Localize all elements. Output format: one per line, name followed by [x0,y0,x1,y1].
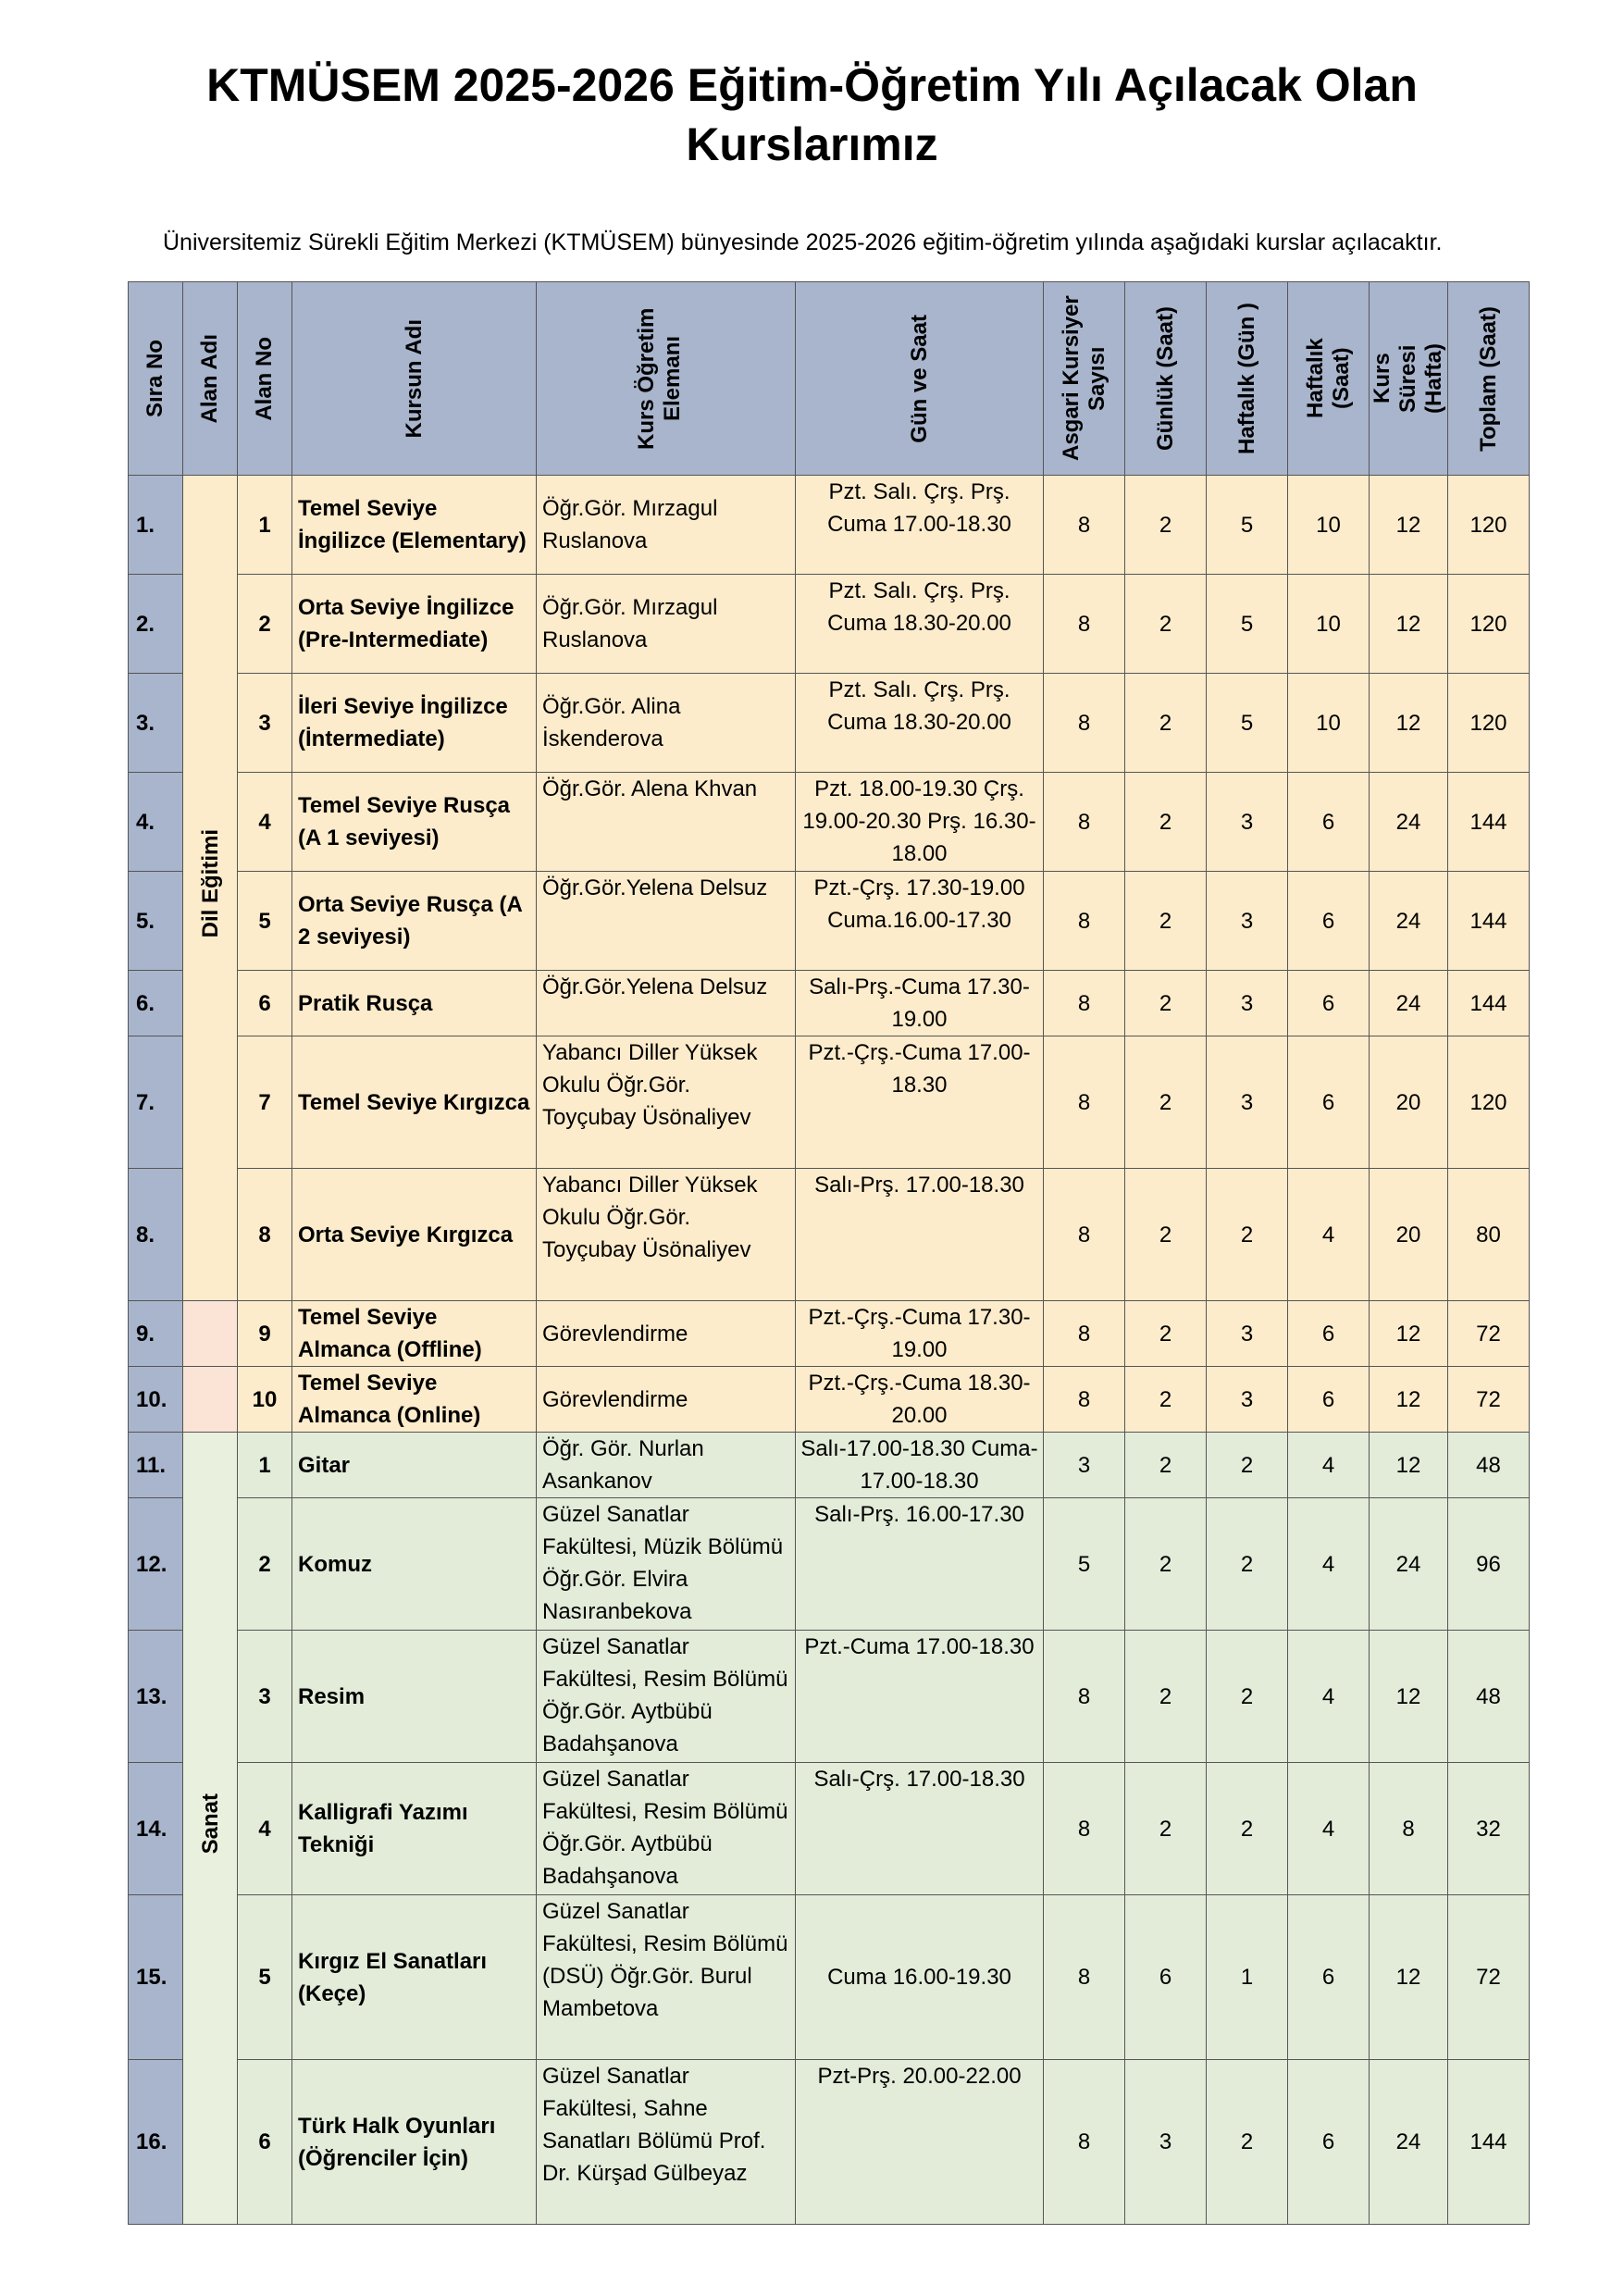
alan-adi-empty [183,1301,238,1367]
header-sira-no: Sıra No [129,282,183,476]
row-kurs-suresi: 12 [1370,1895,1448,2060]
title-line-1: KTMÜSEM 2025-2026 Eğitim-Öğretim Yılı Açılacak Olan [206,59,1418,111]
row-kurs-adi: Gitar [292,1433,537,1498]
row-ogretim-elemani: Öğr.Gör. Alena Khvan [537,773,796,872]
row-sira: 12. [129,1498,183,1631]
row-asgari: 8 [1044,476,1125,575]
row-haftalik-saat: 4 [1288,1433,1370,1498]
row-haftalik-gun: 3 [1207,1367,1288,1433]
alan-adi-empty [183,1367,238,1433]
header-alan-adi: Alan Adı [183,282,238,476]
row-gunluk: 2 [1125,674,1207,773]
row-toplam: 48 [1448,1433,1530,1498]
row-kurs-suresi: 24 [1370,872,1448,971]
row-kurs-suresi: 12 [1370,674,1448,773]
table-row [129,575,1530,674]
row-gun-saat: Pzt.-Çrş.-Cuma 17.30-19.00 [796,1301,1044,1367]
row-ogretim-elemani: Güzel Sanatlar Fakültesi, Resim Bölümü Öğr.Gör. Aytbübü Badahşanova [537,1763,796,1895]
row-haftalik-gun: 2 [1207,1169,1288,1301]
row-kurs-adi: Kalligrafi Yazımı Tekniği [292,1763,537,1895]
row-haftalik-gun: 2 [1207,1433,1288,1498]
row-kurs-adi: Temel Seviye Rusça (A 1 seviyesi) [292,773,537,872]
row-haftalik-gun: 5 [1207,575,1288,674]
row-toplam: 120 [1448,674,1530,773]
row-toplam: 120 [1448,476,1530,575]
row-sira: 4. [129,773,183,872]
row-kurs-suresi: 12 [1370,1631,1448,1763]
row-haftalik-saat: 6 [1288,773,1370,872]
row-gunluk: 2 [1125,575,1207,674]
row-kurs-suresi: 24 [1370,2060,1448,2225]
header-ogretim-elemani: Kurs Öğretim Elemanı [537,282,796,476]
row-alan-no: 3 [238,674,292,773]
row-ogretim-elemani: Öğr.Gör.Yelena Delsuz [537,971,796,1036]
row-ogretim-elemani: Yabancı Diller Yüksek Okulu Öğr.Gör. Toyçubay Üsönaliyev [537,1036,796,1169]
row-haftalik-gun: 3 [1207,1036,1288,1169]
row-sira: 8. [129,1169,183,1301]
header-kurs-suresi: Kurs Süresi (Hafta) [1370,282,1448,476]
row-asgari: 8 [1044,872,1125,971]
row-gun-saat: Pzt. 18.00-19.30 Çrş. 19.00-20.30 Prş. 16.30-18.00 [796,773,1044,872]
row-haftalik-saat: 6 [1288,2060,1370,2225]
table-row [129,476,1530,575]
row-haftalik-gun: 2 [1207,1498,1288,1631]
row-haftalik-saat: 4 [1288,1498,1370,1631]
row-toplam: 144 [1448,2060,1530,2225]
row-ogretim-elemani: Öğr.Gör. Mırzagul Ruslanova [537,476,796,575]
row-haftalik-saat: 10 [1288,674,1370,773]
alan-adi-sanat: Sanat [183,1433,238,2225]
title-line-2: Kurslarımız [686,118,938,170]
row-gunluk: 2 [1125,1498,1207,1631]
row-asgari: 8 [1044,1301,1125,1367]
row-sira: 6. [129,971,183,1036]
courses-table [128,281,1530,2225]
row-alan-no: 4 [238,1763,292,1895]
row-kurs-suresi: 8 [1370,1763,1448,1895]
row-sira: 7. [129,1036,183,1169]
row-gunluk: 3 [1125,2060,1207,2225]
table-row [129,1301,1530,1367]
row-toplam: 72 [1448,1895,1530,2060]
row-alan-no: 1 [238,476,292,575]
header-asgari: Asgari Kursiyer Sayısı [1044,282,1125,476]
row-gun-saat: Salı-Prş.-Cuma 17.30-19.00 [796,971,1044,1036]
row-haftalik-saat: 6 [1288,1036,1370,1169]
row-haftalik-gun: 2 [1207,1631,1288,1763]
row-kurs-adi: İleri Seviye İngilizce (İntermediate) [292,674,537,773]
row-alan-no: 10 [238,1367,292,1433]
table-row [129,1433,1530,1498]
row-gunluk: 6 [1125,1895,1207,2060]
row-ogretim-elemani: Güzel Sanatlar Fakültesi, Müzik Bölümü Öğr.Gör. Elvira Nasıranbekova [537,1498,796,1631]
row-alan-no: 1 [238,1433,292,1498]
row-gunluk: 2 [1125,1169,1207,1301]
row-kurs-adi: Temel Seviye İngilizce (Elementary) [292,476,537,575]
row-haftalik-saat: 4 [1288,1169,1370,1301]
row-haftalik-gun: 3 [1207,971,1288,1036]
table-row [129,2060,1530,2225]
row-alan-no: 2 [238,575,292,674]
row-haftalik-gun: 1 [1207,1895,1288,2060]
row-kurs-adi: Temel Seviye Kırgızca [292,1036,537,1169]
row-asgari: 8 [1044,674,1125,773]
row-gun-saat: Salı-17.00-18.30 Cuma-17.00-18.30 [796,1433,1044,1498]
row-gunluk: 2 [1125,476,1207,575]
table-row [129,1169,1530,1301]
row-kurs-adi: Türk Halk Oyunları (Öğrenciler İçin) [292,2060,537,2225]
row-gun-saat: Pzt. Salı. Çrş. Prş. Cuma 18.30-20.00 [796,674,1044,773]
row-toplam: 120 [1448,1036,1530,1169]
row-gun-saat: Pzt.-Çrş.-Cuma 18.30-20.00 [796,1367,1044,1433]
row-kurs-adi: Pratik Rusça [292,971,537,1036]
row-kurs-adi: Orta Seviye Kırgızca [292,1169,537,1301]
header-row [129,282,1530,476]
header-kursun-adi: Kursun Adı [292,282,537,476]
row-asgari: 5 [1044,1498,1125,1631]
row-asgari: 8 [1044,1895,1125,2060]
header-gun-saat: Gün ve Saat [796,282,1044,476]
row-haftalik-gun: 3 [1207,1301,1288,1367]
row-haftalik-gun: 2 [1207,1763,1288,1895]
row-asgari: 8 [1044,1763,1125,1895]
row-kurs-adi: Temel Seviye Almanca (Offline) [292,1301,537,1367]
row-gun-saat: Cuma 16.00-19.30 [796,1895,1044,2060]
row-haftalik-gun: 3 [1207,872,1288,971]
table-row [129,674,1530,773]
row-toplam: 32 [1448,1763,1530,1895]
row-haftalik-gun: 3 [1207,773,1288,872]
table-row [129,1631,1530,1763]
row-toplam: 80 [1448,1169,1530,1301]
row-sira: 11. [129,1433,183,1498]
row-kurs-suresi: 24 [1370,773,1448,872]
row-alan-no: 6 [238,971,292,1036]
row-gun-saat: Salı-Prş. 16.00-17.30 [796,1498,1044,1631]
row-haftalik-saat: 6 [1288,1367,1370,1433]
header-alan-no: Alan No [238,282,292,476]
table-row [129,1498,1530,1631]
row-ogretim-elemani: Öğr.Gör. Mırzagul Ruslanova [537,575,796,674]
row-gun-saat: Pzt-Prş. 20.00-22.00 [796,2060,1044,2225]
row-alan-no: 9 [238,1301,292,1367]
header-haftalik-gun: Haftalık (Gün ) [1207,282,1288,476]
row-gunluk: 2 [1125,971,1207,1036]
row-asgari: 8 [1044,575,1125,674]
row-toplam: 144 [1448,872,1530,971]
row-asgari: 8 [1044,1036,1125,1169]
row-kurs-adi: Kırgız El Sanatları (Keçe) [292,1895,537,2060]
row-sira: 13. [129,1631,183,1763]
row-ogretim-elemani: Öğr. Gör. Nurlan Asankanov [537,1433,796,1498]
row-gunluk: 2 [1125,1631,1207,1763]
row-toplam: 72 [1448,1301,1530,1367]
row-haftalik-saat: 6 [1288,1895,1370,2060]
header-gunluk: Günlük (Saat) [1125,282,1207,476]
row-haftalik-saat: 10 [1288,476,1370,575]
row-ogretim-elemani: Yabancı Diller Yüksek Okulu Öğr.Gör. Toyçubay Üsönaliyev [537,1169,796,1301]
table-row [129,1763,1530,1895]
row-sira: 15. [129,1895,183,2060]
row-haftalik-saat: 10 [1288,575,1370,674]
row-kurs-adi: Orta Seviye İngilizce (Pre-Intermediate) [292,575,537,674]
row-sira: 14. [129,1763,183,1895]
row-haftalik-saat: 4 [1288,1631,1370,1763]
table-row [129,971,1530,1036]
row-haftalik-saat: 6 [1288,1301,1370,1367]
row-gun-saat: Pzt.-Çrş. 17.30-19.00 Cuma.16.00-17.30 [796,872,1044,971]
row-ogretim-elemani: Öğr.Gör. Alina İskenderova [537,674,796,773]
row-asgari: 8 [1044,2060,1125,2225]
table-row [129,1036,1530,1169]
row-asgari: 8 [1044,1367,1125,1433]
row-gunluk: 2 [1125,1036,1207,1169]
row-toplam: 120 [1448,575,1530,674]
row-gun-saat: Pzt.-Çrş.-Cuma 17.00-18.30 [796,1036,1044,1169]
table-row [129,1367,1530,1433]
row-gunluk: 2 [1125,773,1207,872]
row-haftalik-gun: 5 [1207,476,1288,575]
row-haftalik-saat: 6 [1288,971,1370,1036]
row-asgari: 8 [1044,1631,1125,1763]
intro-text: Üniversitemiz Sürekli Eğitim Merkezi (KTMÜSEM) bünyesinde 2025-2026 eğitim-öğretim yılında aşağıdaki kurslar açılacaktır. [163,230,1443,255]
row-kurs-adi: Orta Seviye Rusça (A 2 seviyesi) [292,872,537,971]
row-asgari: 8 [1044,773,1125,872]
row-toplam: 72 [1448,1367,1530,1433]
table-row [129,773,1530,872]
row-kurs-suresi: 12 [1370,1301,1448,1367]
row-alan-no: 7 [238,1036,292,1169]
row-sira: 10. [129,1367,183,1433]
row-kurs-suresi: 12 [1370,1433,1448,1498]
alan-adi-dil: Dil Eğitimi [183,476,238,1301]
row-sira: 2. [129,575,183,674]
row-gun-saat: Salı-Çrş. 17.00-18.30 [796,1763,1044,1895]
row-haftalik-saat: 4 [1288,1763,1370,1895]
row-asgari: 8 [1044,971,1125,1036]
row-alan-no: 2 [238,1498,292,1631]
row-sira: 9. [129,1301,183,1367]
row-alan-no: 8 [238,1169,292,1301]
row-kurs-suresi: 20 [1370,1036,1448,1169]
row-ogretim-elemani: Güzel Sanatlar Fakültesi, Sahne Sanatları Bölümü Prof. Dr. Kürşad Gülbeyaz [537,2060,796,2225]
row-toplam: 144 [1448,971,1530,1036]
row-kurs-suresi: 12 [1370,575,1448,674]
row-sira: 1. [129,476,183,575]
row-toplam: 96 [1448,1498,1530,1631]
row-alan-no: 6 [238,2060,292,2225]
row-kurs-adi: Temel Seviye Almanca (Online) [292,1367,537,1433]
row-alan-no: 4 [238,773,292,872]
row-ogretim-elemani: Öğr.Gör.Yelena Delsuz [537,872,796,971]
row-alan-no: 3 [238,1631,292,1763]
row-asgari: 3 [1044,1433,1125,1498]
row-kurs-adi: Resim [292,1631,537,1763]
row-alan-no: 5 [238,872,292,971]
row-gun-saat: Pzt. Salı. Çrş. Prş. Cuma 17.00-18.30 [796,476,1044,575]
row-ogretim-elemani: Güzel Sanatlar Fakültesi, Resim Bölümü Öğr.Gör. Aytbübü Badahşanova [537,1631,796,1763]
row-gun-saat: Pzt.-Cuma 17.00-18.30 [796,1631,1044,1763]
table-row [129,1895,1530,2060]
row-haftalik-gun: 5 [1207,674,1288,773]
row-gun-saat: Salı-Prş. 17.00-18.30 [796,1169,1044,1301]
row-sira: 5. [129,872,183,971]
row-kurs-suresi: 20 [1370,1169,1448,1301]
row-gunluk: 2 [1125,1367,1207,1433]
row-haftalik-saat: 6 [1288,872,1370,971]
row-toplam: 48 [1448,1631,1530,1763]
row-gunluk: 2 [1125,1763,1207,1895]
table-row [129,872,1530,971]
row-kurs-suresi: 24 [1370,1498,1448,1631]
row-ogretim-elemani: Görevlendirme [537,1367,796,1433]
row-ogretim-elemani: Görevlendirme [537,1301,796,1367]
row-sira: 3. [129,674,183,773]
row-gunluk: 2 [1125,1433,1207,1498]
row-kurs-suresi: 12 [1370,1367,1448,1433]
row-gunluk: 2 [1125,1301,1207,1367]
page-title [0,56,1624,174]
row-haftalik-gun: 2 [1207,2060,1288,2225]
row-sira: 16. [129,2060,183,2225]
header-haftalik-saat: Haftalık (Saat) [1288,282,1370,476]
header-toplam: Toplam (Saat) [1448,282,1530,476]
row-asgari: 8 [1044,1169,1125,1301]
row-gunluk: 2 [1125,872,1207,971]
row-alan-no: 5 [238,1895,292,2060]
row-kurs-suresi: 12 [1370,476,1448,575]
row-toplam: 144 [1448,773,1530,872]
row-gun-saat: Pzt. Salı. Çrş. Prş. Cuma 18.30-20.00 [796,575,1044,674]
row-ogretim-elemani: Güzel Sanatlar Fakültesi, Resim Bölümü (DSÜ) Öğr.Gör. Burul Mambetova [537,1895,796,2060]
row-kurs-adi: Komuz [292,1498,537,1631]
row-kurs-suresi: 24 [1370,971,1448,1036]
